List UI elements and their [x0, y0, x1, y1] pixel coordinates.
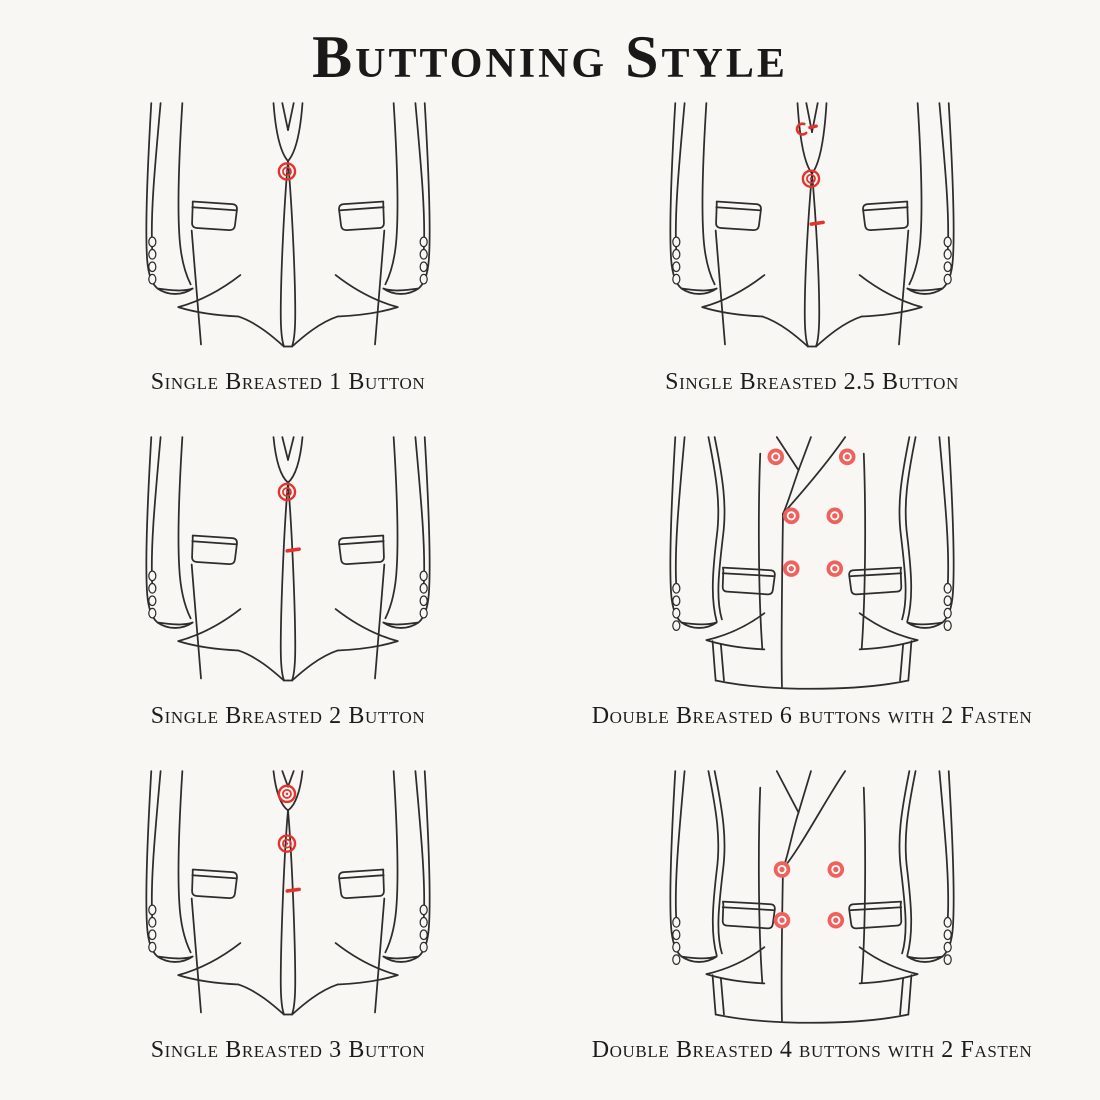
jacket-illustration — [667, 101, 957, 360]
panel-double-breasted-4-buttons — [550, 765, 1074, 1099]
panel-caption: Single Breasted 3 Button — [150, 1037, 426, 1063]
jacket-illustration — [667, 435, 957, 694]
panel-caption: Double Breasted 4 buttons with 2 Fasten — [591, 1037, 1033, 1063]
panel-single-breasted-2-button — [26, 431, 550, 765]
jacket-grid — [0, 97, 1100, 1099]
panel-caption: Double Breasted 6 buttons with 2 Fasten — [591, 703, 1033, 729]
panel-double-breasted-6-buttons — [550, 431, 1074, 765]
panel-caption: Single Breasted 2 Button — [150, 703, 426, 729]
panel-single-breasted-2-5-button — [550, 97, 1074, 431]
jacket-illustration — [143, 435, 433, 694]
panel-caption: Single Breasted 1 Button — [150, 369, 426, 395]
panel-single-breasted-3-button — [26, 765, 550, 1099]
jacket-illustration — [143, 101, 433, 360]
jacket-illustration — [667, 769, 957, 1028]
panel-single-breasted-1-button — [26, 97, 550, 431]
page-title: Buttoning Style — [312, 24, 788, 90]
jacket-illustration — [143, 769, 433, 1028]
panel-caption: Single Breasted 2.5 Button — [665, 369, 959, 395]
